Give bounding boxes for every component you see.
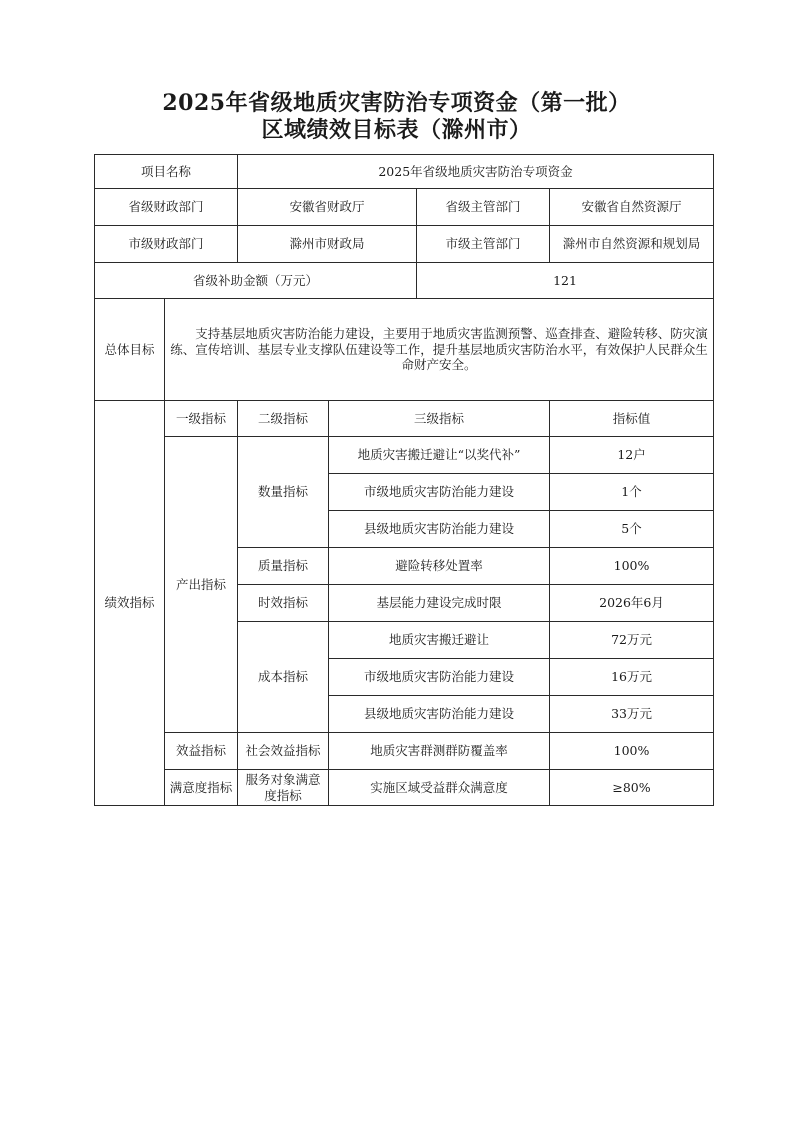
provincial-departments-row	[95, 189, 714, 226]
indicator-name: 避险转移处置率	[329, 548, 550, 585]
header-level3: 三级指标	[329, 401, 550, 437]
project-name-row	[95, 155, 714, 189]
header-level2: 二级指标	[238, 401, 329, 437]
indicator-value: 1个	[550, 474, 714, 511]
prov-finance-label: 省级财政部门	[95, 189, 238, 226]
document-title-line-2: 区域绩效目标表（滁州市）	[261, 117, 532, 143]
city-finance-label: 市级财政部门	[95, 226, 238, 263]
indicator-value: 100%	[550, 548, 714, 585]
subsidy-value: 121	[417, 263, 714, 299]
indicator-value: 16万元	[550, 659, 714, 696]
city-finance-value: 滁州市财政局	[238, 226, 417, 263]
performance-indicators-label: 绩效指标	[95, 401, 165, 806]
indicator-name: 县级地质灾害防治能力建设	[329, 696, 550, 733]
indicator-header-row	[95, 401, 714, 437]
prov-authority-label: 省级主管部门	[417, 189, 550, 226]
quantity-indicator-label: 数量指标	[238, 437, 329, 548]
project-name-value: 2025年省级地质灾害防治专项资金	[238, 155, 714, 189]
subsidy-label: 省级补助金额（万元）	[95, 263, 417, 299]
indicator-name: 县级地质灾害防治能力建设	[329, 511, 550, 548]
indicator-value: 2026年6月	[550, 585, 714, 622]
header-level1: 一级指标	[165, 401, 238, 437]
satisfaction-indicator-label: 满意度指标	[165, 770, 238, 806]
indicator-value: 72万元	[550, 622, 714, 659]
document-title-line-1: 2025年省级地质灾害防治专项资金（第一批）	[162, 90, 631, 116]
city-authority-label: 市级主管部门	[417, 226, 550, 263]
table-row	[95, 770, 714, 806]
indicator-name: 地质灾害搬迁避让“以奖代补”	[329, 437, 550, 474]
city-authority-value: 滁州市自然资源和规划局	[550, 226, 714, 263]
city-departments-row	[95, 226, 714, 263]
service-satisfaction-label: 服务对象满意度指标	[238, 770, 329, 806]
prov-authority-value: 安徽省自然资源厅	[550, 189, 714, 226]
indicator-value: 5个	[550, 511, 714, 548]
indicator-name: 实施区域受益群众满意度	[329, 770, 550, 806]
social-benefit-label: 社会效益指标	[238, 733, 329, 770]
indicator-value: 33万元	[550, 696, 714, 733]
indicator-value: ≥80%	[550, 770, 714, 806]
indicator-value: 100%	[550, 733, 714, 770]
indicator-value: 12户	[550, 437, 714, 474]
prov-finance-value: 安徽省财政厅	[238, 189, 417, 226]
indicator-name: 地质灾害搬迁避让	[329, 622, 550, 659]
indicator-name: 市级地质灾害防治能力建设	[329, 659, 550, 696]
indicator-name: 地质灾害群测群防覆盖率	[329, 733, 550, 770]
subsidy-row	[95, 263, 714, 299]
performance-target-table	[94, 154, 714, 806]
indicator-name: 基层能力建设完成时限	[329, 585, 550, 622]
overall-goal-text: 支持基层地质灾害防治能力建设，主要用于地质灾害监测预警、巡查排查、避险转移、防灾演练、宣传培训、基层专业支撑队伍建设等工作，提升基层地质灾害防治水平，有效保护人民群众生命财产安全。	[165, 299, 714, 401]
output-indicator-label: 产出指标	[165, 437, 238, 733]
project-name-label: 项目名称	[95, 155, 238, 189]
indicator-name: 市级地质灾害防治能力建设	[329, 474, 550, 511]
timeliness-indicator-label: 时效指标	[238, 585, 329, 622]
table-row	[95, 733, 714, 770]
cost-indicator-label: 成本指标	[238, 622, 329, 733]
benefit-indicator-label: 效益指标	[165, 733, 238, 770]
overall-goal-label: 总体目标	[95, 299, 165, 401]
overall-goal-row	[95, 299, 714, 401]
header-value: 指标值	[550, 401, 714, 437]
quality-indicator-label: 质量指标	[238, 548, 329, 585]
table-row	[95, 437, 714, 474]
